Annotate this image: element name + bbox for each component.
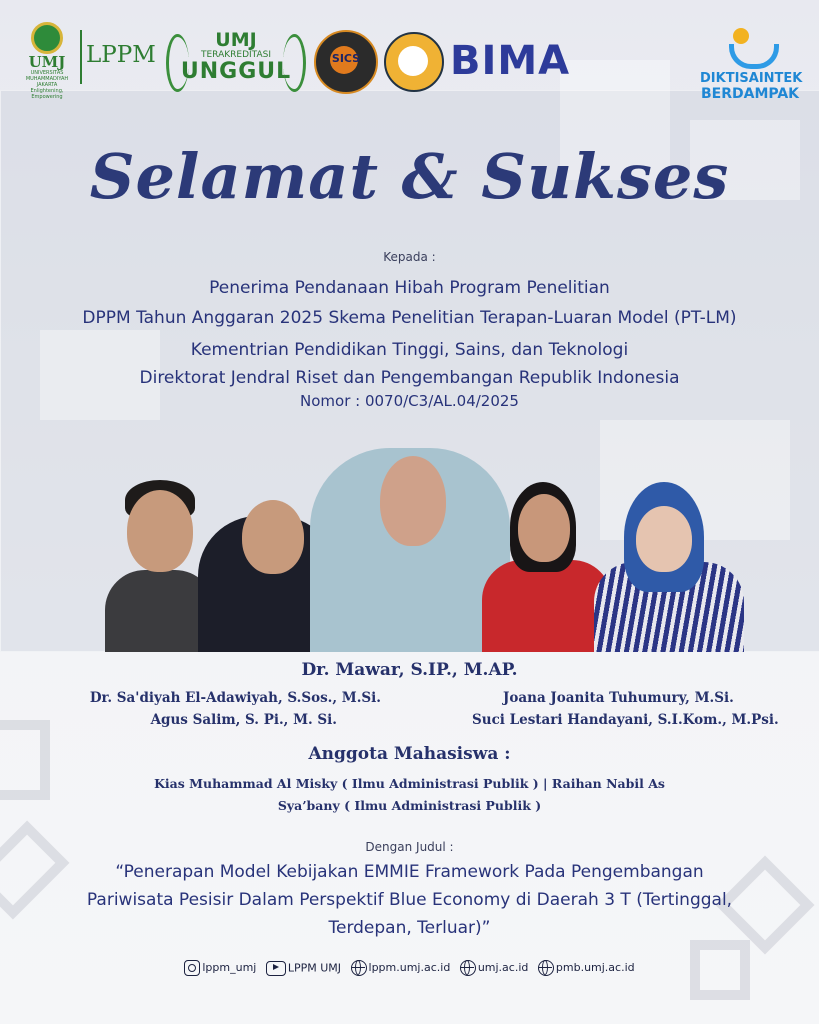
globe-icon [351, 960, 367, 976]
footer-website-lppm[interactable] [351, 960, 451, 976]
intro-line-2: DPPM Tahun Anggaran 2025 Skema Penelitian Terapan-Luaran Model (PT-LM) [82, 308, 737, 328]
judul-line-2: Pariwisata Pesisir Dalam Perspektif Blue Economy di Daerah 3 T (Tertinggal, [86, 890, 733, 910]
umj-emblem-icon [31, 22, 63, 54]
bima-logo: BIMA [450, 38, 571, 84]
lppm-logo: LPPM [86, 42, 156, 68]
photo-woman-red [482, 482, 612, 652]
kepada-label: Kepada : [383, 250, 436, 264]
intro-line-3: Kementrian Pendidikan Tinggi, Sains, dan Teknologi [190, 340, 629, 360]
students-line-2: Sya’bany ( Ilmu Administrasi Publik ) [277, 798, 542, 813]
tut-wuri-emblem-icon [398, 46, 428, 76]
globe-icon [460, 960, 476, 976]
member-name-right-2: Suci Lestari Handayani, S.I.Kom., M.Psi. [472, 712, 779, 728]
judul-label: Dengan Judul : [365, 840, 454, 854]
unggul-main-text: UNGGUL [180, 59, 292, 84]
member-name-right-1: Joana Joanita Tuhumury, M.Si. [503, 690, 734, 706]
logo-row [18, 22, 578, 100]
footer-website-lppm-text: lppm.umj.ac.id [368, 961, 451, 974]
judul-line-3: Terdepan, Terluar)” [328, 918, 491, 938]
page-title: Selamat & Sukses [89, 140, 730, 213]
instagram-icon [184, 960, 200, 976]
sucofindo-sics-text: SICS [331, 52, 361, 65]
member-name-left-2: Agus Salim, S. Pi., M. Si. [150, 712, 337, 728]
students-heading: Anggota Mahasiswa : [308, 744, 511, 764]
footer-website-pmb-text: pmb.umj.ac.id [555, 961, 635, 974]
footer-youtube[interactable] [266, 961, 341, 976]
laurel-left-icon [166, 34, 189, 92]
students-line-1: Kias Muhammad Al Misky ( Ilmu Administrasi Publik ) | Raihan Nabil As [154, 776, 665, 791]
laurel-right-icon [283, 34, 306, 92]
tut-wuri-logo [384, 32, 444, 92]
member-name-left-1: Dr. Sa'diyah El-Adawiyah, S.Sos., M.Si. [89, 690, 381, 706]
umj-logo-text: UMJ [28, 53, 66, 71]
intro-line-4: Direktorat Jendral Riset dan Pengembangan Republik Indonesia [139, 368, 680, 388]
diktisaintek-logo [700, 26, 803, 110]
berdampak-text: BERDAMPAK [700, 86, 800, 102]
footer-website-umj-text: umj.ac.id [477, 961, 529, 974]
judul-line-1: “Penerapan Model Kebijakan EMMIE Framework Pada Pengembangan [115, 862, 704, 882]
umj-logo [18, 22, 76, 100]
unggul-top-text: UMJ [215, 29, 257, 51]
globe-icon [538, 960, 554, 976]
umj-logo-subtext: UNIVERSITAS MUHAMMADIYAH JAKARTA [25, 70, 69, 88]
nomor-text: Nomor : 0070/C3/AL.04/2025 [300, 392, 519, 410]
unggul-mid-text: TERAKREDITASI [201, 50, 271, 60]
footer-instagram[interactable] [184, 960, 256, 976]
umj-logo-tagline: Enlightening, Empowering [30, 88, 64, 100]
unggul-badge [166, 30, 306, 92]
youtube-icon [266, 961, 286, 976]
photo-woman-hijab-stripes [594, 482, 744, 652]
footer-youtube-text: LPPM UMJ [287, 961, 342, 974]
lead-researcher-name: Dr. Mawar, S.IP., M.AP. [301, 660, 518, 680]
intro-line-1: Penerima Pendanaan Hibah Program Penelitian [209, 278, 610, 298]
diktisaintek-figure-icon [727, 26, 773, 72]
footer-website-pmb[interactable] [538, 960, 635, 976]
footer-instagram-text: lppm_umj [202, 961, 257, 974]
photo-woman-hijab-blue [310, 428, 510, 652]
sucofindo-logo [314, 30, 378, 94]
logo-divider [80, 30, 82, 84]
footer-links [0, 960, 819, 980]
diktisaintek-text: DIKTISAINTEK [700, 71, 803, 86]
footer-website-umj[interactable] [460, 960, 529, 976]
